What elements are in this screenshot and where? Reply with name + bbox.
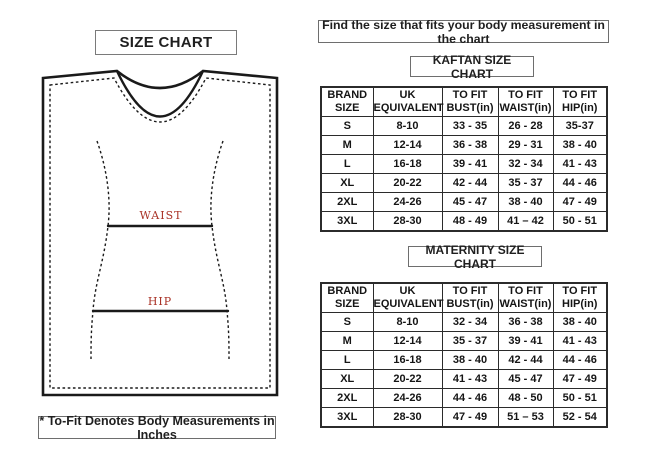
table-row: M 12-14 36 - 38 29 - 31 38 - 40 [321, 136, 607, 155]
column-header: TO FIT WAIST(in) [498, 283, 553, 313]
kaftan-garment-diagram [38, 66, 282, 402]
table-row: 2XL 24-26 44 - 46 48 - 50 50 - 51 [321, 389, 607, 408]
waist-label: WAIST [139, 209, 183, 222]
body-curve-right [211, 141, 229, 361]
body-curve-left [91, 141, 109, 361]
table-row: L 16-18 39 - 41 32 - 34 41 - 43 [321, 155, 607, 174]
maternity-table-header [321, 283, 607, 313]
table-row: S 8-10 32 - 34 36 - 38 38 - 40 [321, 313, 607, 332]
column-header: BRAND SIZE [321, 283, 373, 313]
table-row: XL 20-22 41 - 43 45 - 47 47 - 49 [321, 370, 607, 389]
column-header: UK EQUIVALENT [373, 87, 442, 117]
table-row: S 8-10 33 - 35 26 - 28 35-37 [321, 117, 607, 136]
page-title: SIZE CHART [95, 30, 237, 55]
column-header: BRAND SIZE [321, 87, 373, 117]
column-header: TO FIT WAIST(in) [498, 87, 553, 117]
table-row: L 16-18 38 - 40 42 - 44 44 - 46 [321, 351, 607, 370]
column-header: UK EQUIVALENT [373, 283, 442, 313]
neckline-curve [117, 71, 203, 117]
maternity-size-table [320, 282, 608, 428]
garment-outline [43, 71, 277, 395]
table-row: 2XL 24-26 45 - 47 38 - 40 47 - 49 [321, 193, 607, 212]
column-header: TO FIT BUST(in) [442, 283, 498, 313]
column-header: TO FIT BUST(in) [442, 87, 498, 117]
kaftan-size-table [320, 86, 608, 232]
column-header: TO FIT HIP(in) [553, 87, 607, 117]
to-fit-note: * To-Fit Denotes Body Measurements in Inches [39, 413, 275, 442]
kaftan-chart-title: KAFTAN SIZE CHART [410, 56, 534, 77]
kaftan-table-header [321, 87, 607, 117]
table-row: M 12-14 35 - 37 39 - 41 41 - 43 [321, 332, 607, 351]
table-row: 3XL 28-30 48 - 49 41 – 42 50 - 51 [321, 212, 607, 232]
maternity-chart-title: MATERNITY SIZE CHART [408, 246, 542, 267]
chart-instruction: Find the size that fits your body measurement in the chart [318, 20, 609, 43]
table-row: XL 20-22 42 - 44 35 - 37 44 - 46 [321, 174, 607, 193]
column-header: TO FIT HIP(in) [553, 283, 607, 313]
hip-label: HIP [147, 295, 173, 308]
table-row: 3XL 28-30 47 - 49 51 – 53 52 - 54 [321, 408, 607, 428]
seam-dotted-outline [50, 78, 270, 388]
